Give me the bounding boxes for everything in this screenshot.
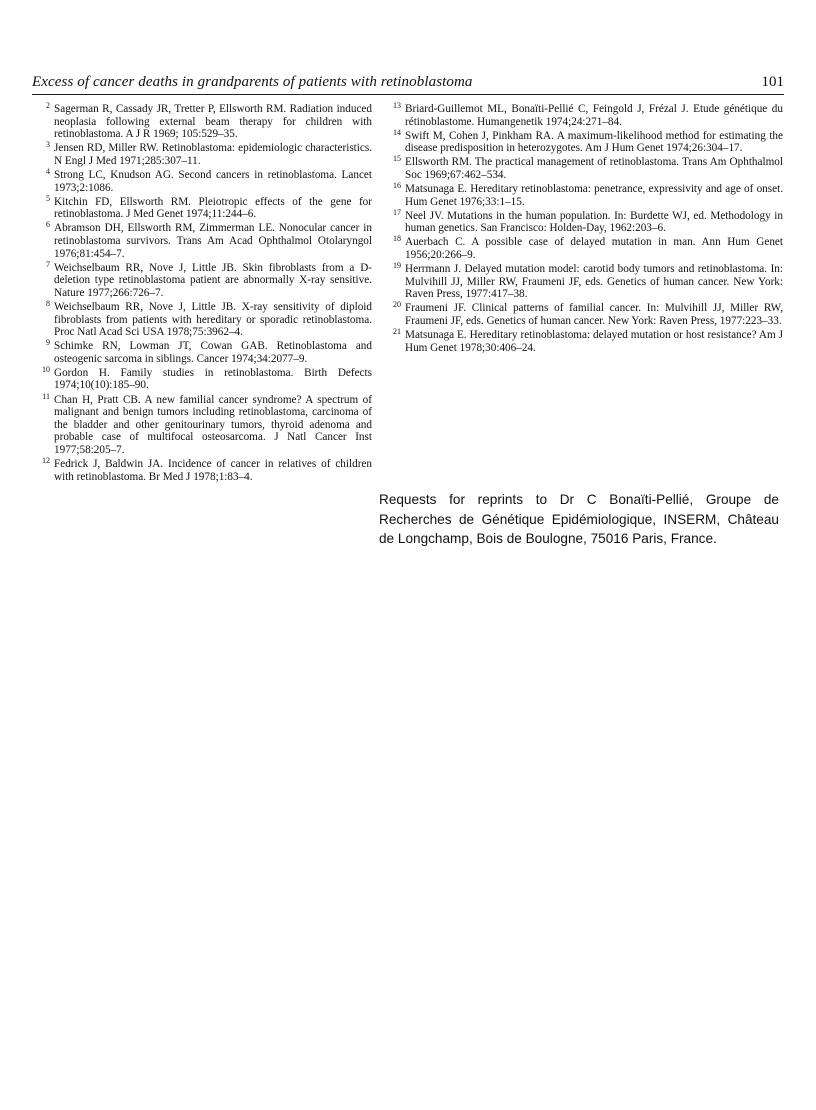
reference-text: Kitchin FD, Ellsworth RM. Pleiotropic effects of the gene for retinoblastoma. J Med Genet 1974;11:244–6. bbox=[54, 195, 372, 221]
reference-number: 18 bbox=[393, 234, 401, 244]
header-rule bbox=[32, 94, 784, 95]
reference-item bbox=[37, 298, 372, 339]
reference-item bbox=[37, 222, 372, 260]
reference-number: 19 bbox=[393, 261, 401, 271]
reference-text: Jensen RD, Miller RW. Retinoblastoma: epidemiologic characteristics. N Engl J Med 1971;285:307–11. bbox=[54, 142, 372, 167]
reference-item bbox=[388, 329, 783, 354]
reference-text: Chan H, Pratt CB. A new familial cancer syndrome? A spectrum of malignant and benign tumors including retinoblastoma, carcinoma of the bladder and other genitourinary tumors, thyroid adenoma and probable case of multifocal osteosarcoma. J Natl Cancer Inst 1977;58:205–7. bbox=[54, 393, 372, 456]
reference-text: Schimke RN, Lowman JT, Cowan GAB. Retinoblastoma and osteogenic sarcoma in siblings. Cancer 1974;34:2077–9. bbox=[54, 340, 372, 365]
reference-item bbox=[37, 193, 372, 221]
reference-item bbox=[388, 236, 783, 261]
reference-text: Matsunaga E. Hereditary retinoblastoma: delayed mutation or host resistance? Am J Hum Genet 1978;30:406–24. bbox=[405, 329, 783, 354]
reference-item bbox=[37, 340, 372, 365]
reference-item bbox=[37, 103, 372, 141]
reference-item bbox=[388, 127, 783, 155]
reference-item bbox=[388, 183, 783, 208]
reference-number: 20 bbox=[393, 300, 401, 310]
reference-item bbox=[388, 156, 783, 181]
reference-number: 8 bbox=[46, 298, 50, 308]
references-right-column bbox=[388, 103, 783, 356]
reference-text: Swift M, Cohen J, Pinkham RA. A maximum-likelihood method for estimating the disease predisposition in heterozygotes. Am J Hum Genet 1974;26:304–17. bbox=[405, 129, 783, 155]
reference-number: 10 bbox=[42, 364, 50, 374]
reference-number: 2 bbox=[46, 101, 50, 110]
page-number: 101 bbox=[761, 74, 784, 90]
reference-text: Matsunaga E. Hereditary retinoblastoma: penetrance, expressivity and age of onset. Hum Genet 1976;33:1–15. bbox=[405, 183, 783, 208]
reference-text: Weichselbaum RR, Nove J, Little JB. Skin fibroblasts from a D-deletion type retinoblastoma patient are abnormally X-ray sensitive. Nature 1977;266:726–7. bbox=[54, 261, 372, 299]
reference-item bbox=[388, 302, 783, 327]
reference-text: Neel JV. Mutations in the human population. In: Burdette WJ, ed. Methodology in human genetics. San Francisco: Holden-Day, 1962:203–6. bbox=[405, 209, 783, 235]
reference-number: 4 bbox=[46, 166, 50, 176]
reference-number: 16 bbox=[393, 181, 401, 191]
reference-item bbox=[37, 259, 372, 300]
reference-item bbox=[388, 103, 783, 128]
reference-text: Weichselbaum RR, Nove J, Little JB. X-ray sensitivity of diploid fibroblasts from patients with hereditary or sporadic retinoblastoma. Proc Natl Acad Sci USA 1978;75:3962–4. bbox=[54, 300, 372, 339]
reference-text: Auerbach C. A possible case of delayed mutation in man. Ann Hum Genet 1956;20:266–9. bbox=[405, 236, 783, 262]
reference-number: 7 bbox=[46, 259, 50, 269]
reference-item bbox=[388, 263, 783, 301]
reference-number: 11 bbox=[42, 391, 50, 401]
reference-text: Gordon H. Family studies in retinoblastoma. Birth Defects 1974;10(10):185–90. bbox=[54, 366, 372, 392]
page-header bbox=[32, 74, 784, 96]
reference-item bbox=[37, 364, 372, 392]
reference-number: 5 bbox=[46, 193, 50, 203]
reference-number: 6 bbox=[46, 220, 50, 230]
references-left-column bbox=[37, 103, 372, 485]
reference-item bbox=[388, 207, 783, 235]
reference-text: Ellsworth RM. The practical management of retinoblastoma. Trans Am Ophthalmol Soc 1969;67:462–534. bbox=[405, 156, 783, 181]
reference-text: Fedrick J, Baldwin JA. Incidence of cancer in relatives of children with retinoblastoma. Br Med J 1978;1:83–4. bbox=[54, 458, 372, 483]
reference-item bbox=[37, 458, 372, 483]
reference-text: Briard-Guillemot ML, Bonaïti-Pellié C, Feingold J, Frézal J. Etude génétique du rétinoblastome. Humangenetik 1974;24:271–84. bbox=[405, 103, 783, 128]
running-title: Excess of cancer deaths in grandparents of patients with retinoblastoma bbox=[32, 74, 473, 90]
reference-text: Sagerman R, Cassady JR, Tretter P, Ellsworth RM. Radiation induced neoplasia following external beam therapy for children with retinoblastoma. A J R 1969; 105:529–35. bbox=[54, 103, 372, 141]
reference-number: 17 bbox=[393, 207, 401, 217]
reference-number: 15 bbox=[393, 154, 401, 164]
reference-number: 12 bbox=[42, 456, 50, 466]
reference-text: Fraumeni JF. Clinical patterns of familial cancer. In: Mulvihill JJ, Miller RW, Fraumeni JF, eds. Genetics of human cancer. New York: Raven Press, 1977:223–33. bbox=[405, 302, 783, 327]
reference-number: 3 bbox=[46, 140, 50, 150]
reference-number: 13 bbox=[393, 101, 401, 110]
reference-text: Herrmann J. Delayed mutation model: carotid body tumors and retinoblastoma. In: Mulvihill JJ, Miller RW, Fraumeni JF, eds. Genetics of human cancer. New York: Raven Press, 1977:417–38. bbox=[405, 263, 783, 301]
reference-text: Abramson DH, Ellsworth RM, Zimmerman LE. Nonocular cancer in retinoblastoma survivors. Trans Am Acad Ophthalmol Otolaryngol 1976;81:454–7. bbox=[54, 222, 372, 260]
reprint-request: Requests for reprints to Dr C Bonaïti-Pellié, Groupe de Recherches de Génétique Epidémiologique, INSERM, Château de Longchamp, Bois de Boulogne, 75016 Paris, France. bbox=[379, 492, 779, 546]
reference-text: Strong LC, Knudson AG. Second cancers in retinoblastoma. Lancet 1973;2:1086. bbox=[54, 168, 372, 194]
reference-number: 9 bbox=[46, 338, 50, 348]
reference-item bbox=[37, 142, 372, 167]
reference-number: 21 bbox=[393, 327, 401, 337]
reference-number: 14 bbox=[393, 127, 401, 137]
reference-item bbox=[37, 166, 372, 194]
reference-item bbox=[37, 391, 372, 457]
